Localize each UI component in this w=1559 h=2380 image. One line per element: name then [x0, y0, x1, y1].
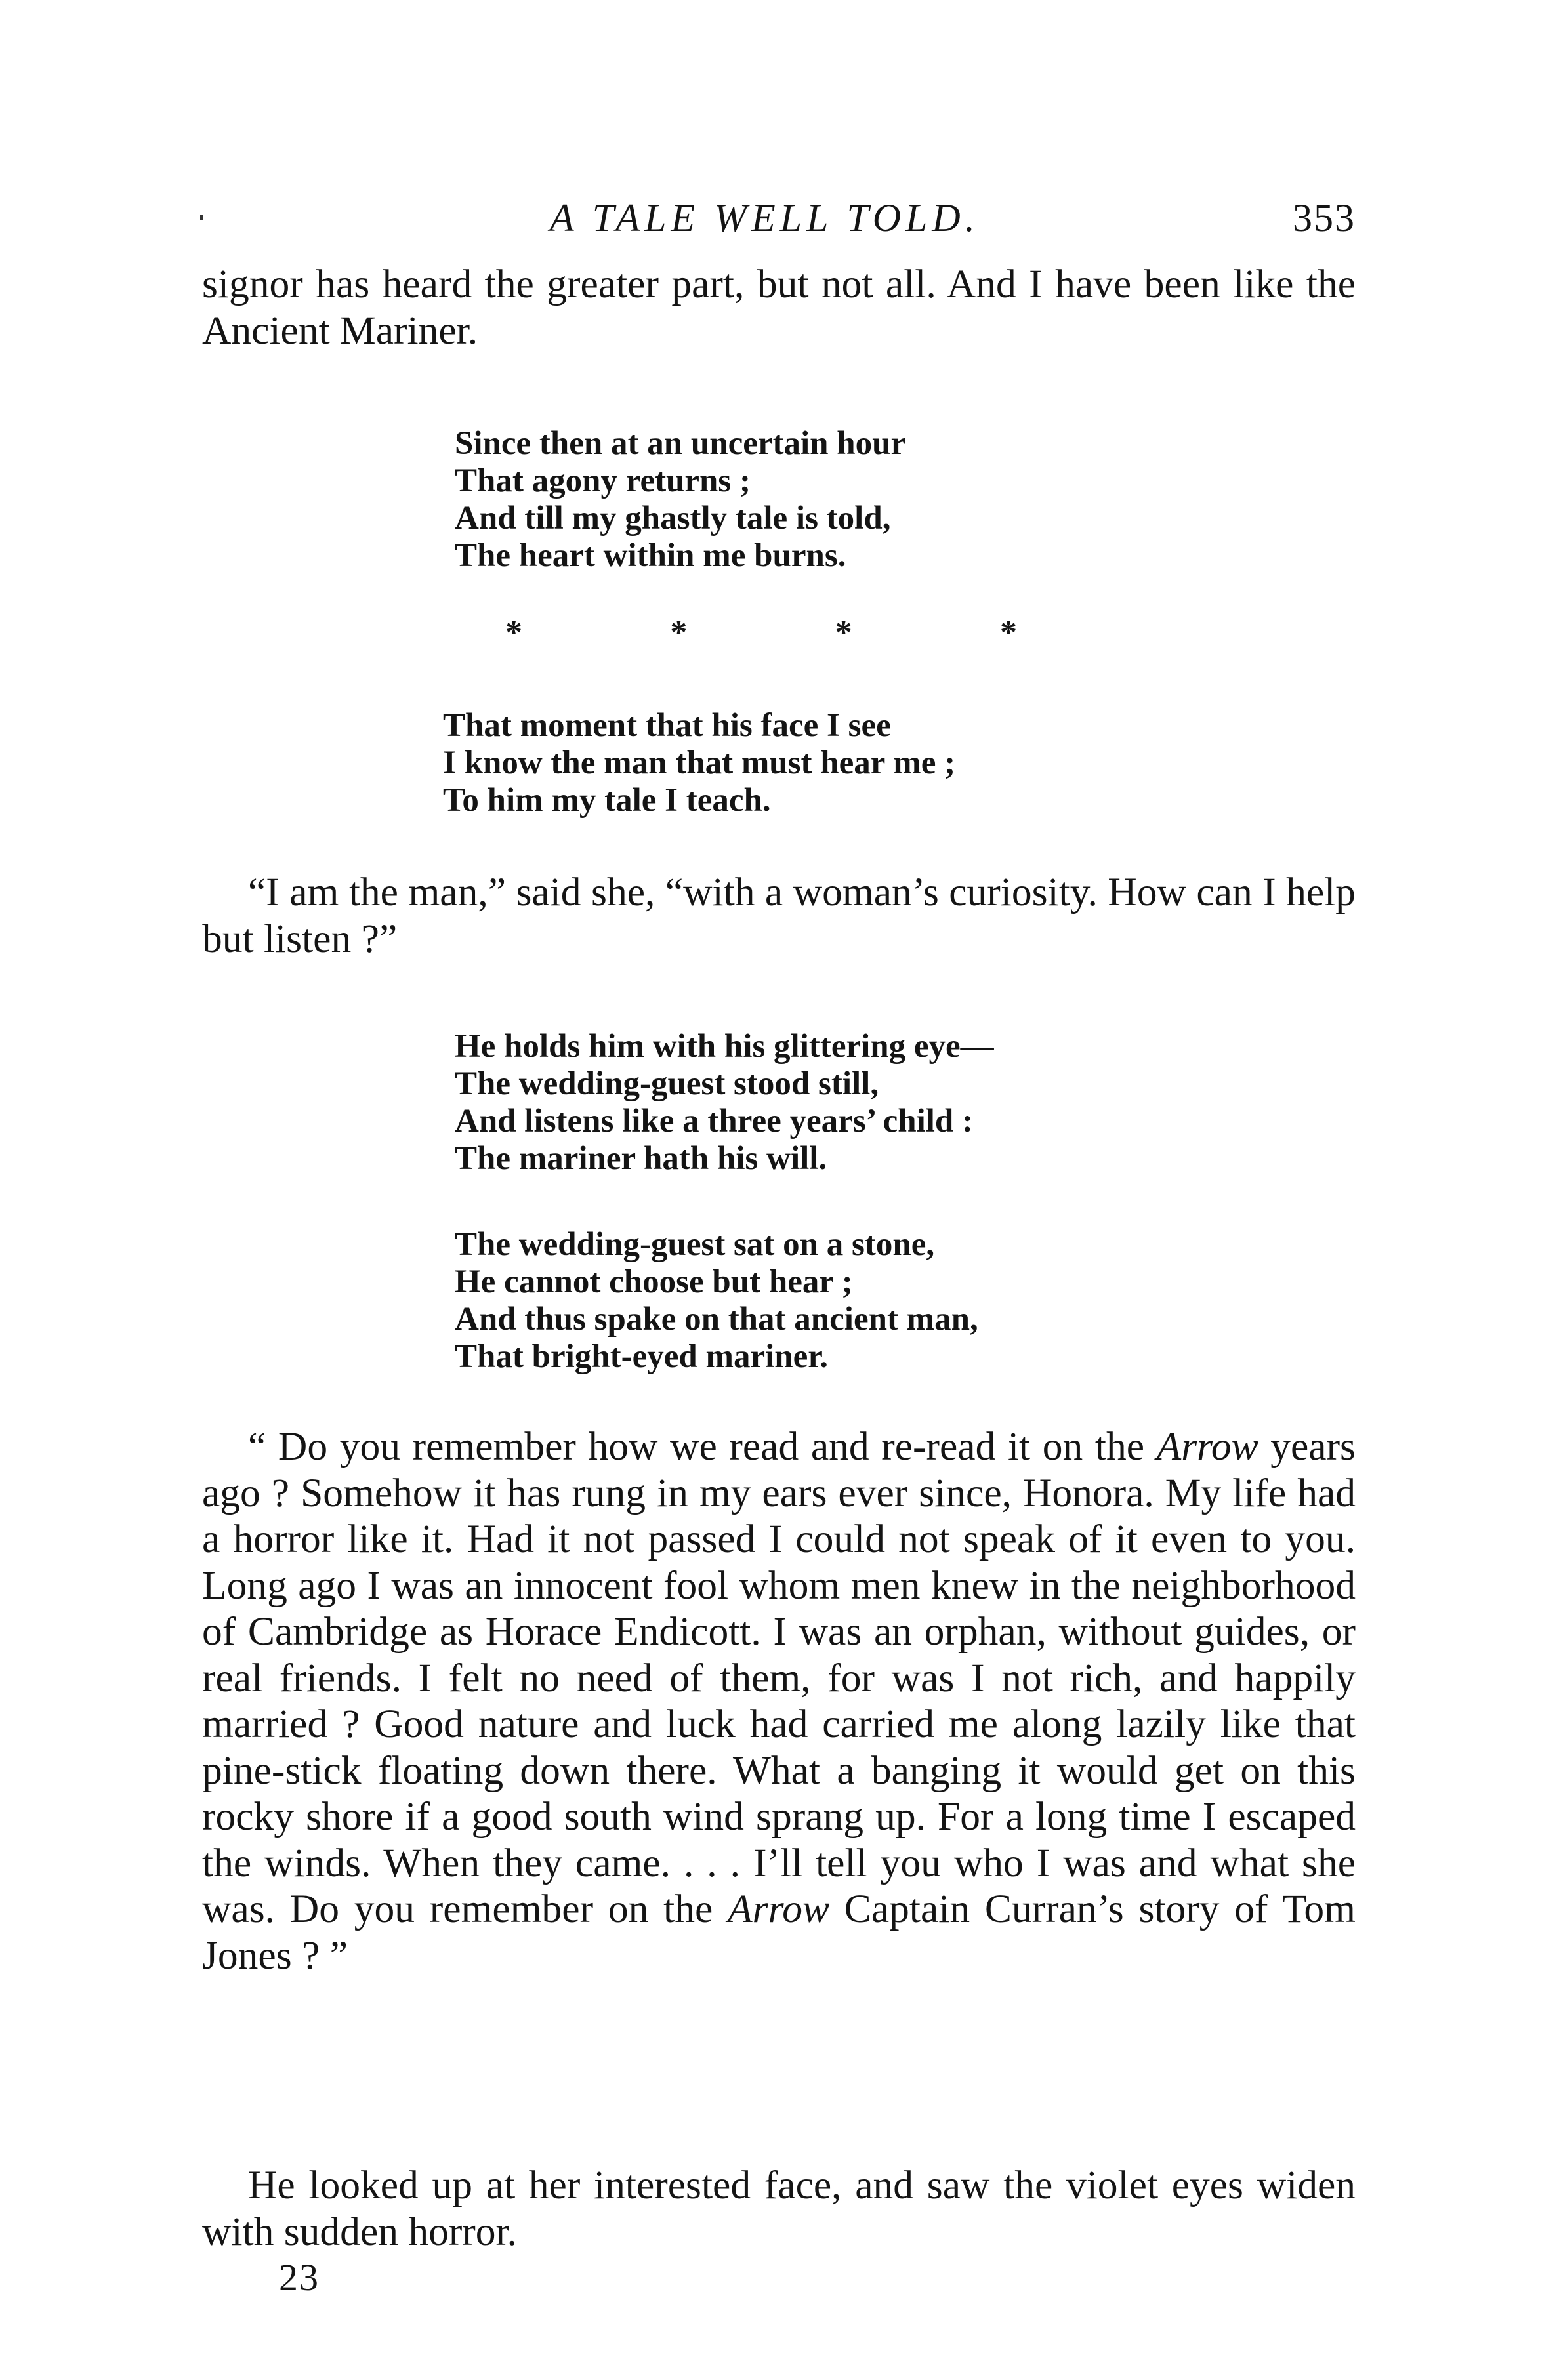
verse-line: He cannot choose but hear ; [455, 1263, 853, 1300]
asterisk: * [670, 614, 688, 651]
paragraph-3-start: “ Do you remember how we read and re-read it on the [248, 1424, 1157, 1469]
verse-line: And listens like a three years’ child : [455, 1103, 974, 1139]
verse-line: He holds him with his glittering eye— [455, 1028, 994, 1065]
paragraph-2-text: “I am the man,” said she, “with a woman’s curiosity. How can I help but listen ?” [202, 870, 1356, 961]
paragraph-1: signor has heard the greater part, but not all. And I have been like the Ancient Mariner. [202, 262, 1356, 353]
verse-line: The wedding-guest stood still, [455, 1065, 879, 1102]
verse-line: Since then at an uncertain hour [455, 425, 906, 462]
verse-line: The wedding-guest sat on a stone, [455, 1226, 935, 1263]
verse-stanza-4 [455, 1226, 978, 1376]
verse-line: The heart within me burns. [455, 537, 846, 574]
verse-line: And thus spake on that ancient man, [455, 1301, 978, 1338]
verse-line: I know the man that must hear me ; [443, 745, 956, 781]
verse-line: To him my tale I teach. [443, 782, 771, 819]
ink-speck [200, 215, 203, 220]
paragraph-4-text: He looked up at her interested face, and saw the violet eyes widen with sudden horror. [202, 2163, 1356, 2254]
verse-stanza-1 [455, 425, 905, 575]
verse-stanza-2 [443, 707, 955, 819]
paragraph-3-end: Captain Curran’s story of Tom Jones ? ” [202, 1887, 1356, 1978]
signature-mark: 23 [279, 2256, 320, 2299]
verse-line: That agony returns ; [455, 462, 751, 499]
ship-name-arrow: Arrow [1156, 1424, 1258, 1469]
paragraph-4 [202, 2162, 1356, 2255]
paragraph-3 [202, 1424, 1356, 1979]
running-title: A TALE WELL TOLD. [550, 196, 980, 239]
verse-line: That moment that his face I see [443, 707, 891, 744]
paragraph-2 [202, 869, 1356, 962]
verse-line: That bright-eyed mariner. [455, 1338, 828, 1375]
section-asterisks [505, 613, 1017, 653]
running-header [202, 195, 1356, 248]
verse-line: And till my ghastly tale is told, [455, 500, 891, 537]
verse-stanza-3 [455, 1028, 994, 1178]
page-number: 353 [1293, 196, 1356, 239]
ship-name-arrow: Arrow [728, 1887, 829, 1931]
asterisk: * [505, 614, 522, 651]
asterisk: * [999, 614, 1017, 651]
verse-line: The mariner hath his will. [455, 1140, 827, 1177]
asterisk: * [835, 614, 852, 651]
paragraph-3-middle: years ago ? Somehow it has rung in my ears ever since, Honora. My life had a horror like it. Had it not passed I could not speak of it even to you. Long ago I was an innocent fool whom men knew in the neighborhood of Cambridge as Horace Endicott. I was an orphan, without guides, or real friends. I felt no need of them, for was I not rich, and happily married ? Good nature and luck had carried me along lazily like that pine-stick floating down there. What a banging it would get on this rocky shore if a good south wind sprang up. For a long time I escaped the winds. When they came. . . . I’ll tell you who I was and what she was. Do you remember on the [202, 1424, 1356, 1931]
